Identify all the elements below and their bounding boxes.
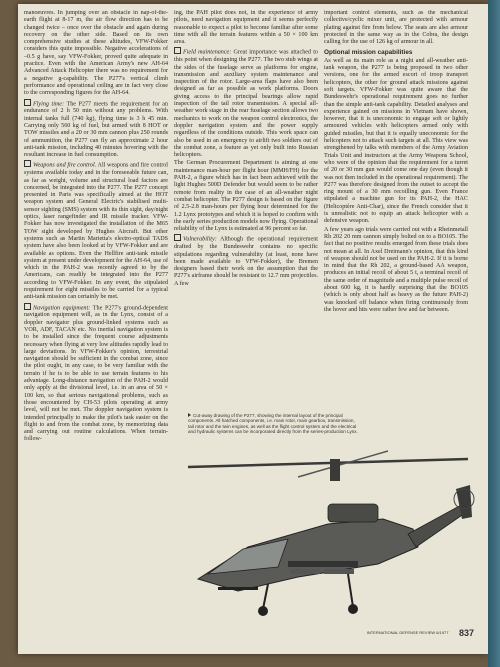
page-number: 837 <box>458 627 474 638</box>
paragraph-title: Weapons and fire control. <box>33 162 97 169</box>
triangle-marker-icon <box>188 413 191 417</box>
engine-housing <box>328 504 378 522</box>
main-rotor-blade <box>188 459 468 467</box>
paragraph <box>174 234 318 288</box>
paragraph: As well as its main role as a night and all-weather anti-tank weapon, the P277 is being proposed in two other versions, one for the armed escort of troop transport helicopters, the other for ground attack missions against soft targets. VFW-Fokker was quite aware that the Bundeswehr's operational requirement goes no further than the simple anti-tank capability. Detailed analyses and experience gained on missions in Vietnam have shown, however, that it is uneconomic to engage soft or lightly armoured vehicles with helicopters armed only with guided missiles, but that it is equally uneconomic for the helicopters not to attack such targets at all. This view was strengthened by talks with members of the Army Aviation Trials Unit and instructors at the Army Weapons School, who were of the opinion that the requirement for a turret of 20 or 30 mm gun would come one day (even though it was not then included in the operational requirement). The P277 was therefore designed from the outset to accept the ring mount of a 30 mm recoilling gun. Even France stipulated a machine gun for its PAH-2, the HAC (Helicoptère Anti-Char), since the French consider that it is unrealistic not to equip an attack helicopter with a defensive weapon. <box>324 57 468 225</box>
book-spine-edge <box>488 0 500 667</box>
paragraph-text: The P277's ground-dependent navigation equipment will, as in the Lynx, consist of a doppler navigator plus ground-linked systems such as VOR, ADF, TACAN etc. No inertial navigation system is to be installed since the frequent course adjustments necessary when flying at very low altitudes rapidly lead to large deviations. In VFW-Fokker's opinion, terrestrial navigation should be sufficient in the combat zone, since the pilot ought, in any case, to be very familiar with the terrain if he is to be able to use terrain features to his advantage. Long-distance navigation of the PAH-2 would only apply at the divisional level, i.e. in an area of 50 × 100 km, so that serious navigational problems, such as those encountered by CH-53 pilots operating at army level, will not be met. The doppler navigation system is intended principally to make the pilot's task easier on the flight to and from the combat zone, by memorizing data and carrying out routine calculations. When terrain-follow- <box>24 305 168 443</box>
text-column-3 <box>324 10 468 414</box>
paragraph <box>24 303 168 444</box>
paragraph: The German Procurement Department is aiming at one maintenance man-hour per flight hour (MMH/FH) for the PAH-2, a figure which has in fact been achieved with the light Hughes 500D Defender but would seem to be rather remote from reality in the case of an all-weather night combat helicopter. The P277 design is based on the figure of 2.5-2.8 man-hours per flying hour determined for the 1.2 Lynx prototypes and which it is hoped to confirm with the early series production models now flying. Operational reliability of the Lynx is estimated at 96 percent so far. <box>174 160 318 233</box>
paragraph: important control elements, such as the mechanical collective/cyclic mixer unit, are protected with armour plating against fire from below. The seats are also armour protected in the same way as in the Cobra, the design calling for the use of 126 kg of armour in all. <box>324 10 468 46</box>
paragraph-text: All weapons and fire control systems available today and in the foreseeable future can, as far as weight, volume and structural load factors are concerned, be integrated into the P277. The P277 concept presented in Paris was specifically aimed at the HOT weapon system and General Electric's stabilised multi-sensor sighting (SMS) system with its thin sight, day/night optics, laser rangefinder and IR missile tracker. VFW-Fokker has now investigated the installation of the M65 TOW sight developed by Hughes Aircraft. But other systems such as Martin Marietta's electro-optical TADS system have also been looked at by VFW-Fokker and are available as options. Even the Hellfire anti-tank missile system at present under development for the AH-64, use of which in the PAH-2 was recently agreed to by the Americans, can readily be integrated into the P277 according to VFW-Fokker. In any event, the stipulated requirement for eight missiles to be carried for a typical anti-tank mission can certainly be met. <box>24 162 168 301</box>
checkbox-bullet-icon <box>24 99 31 106</box>
section-heading: Optional mission capabilities <box>324 49 413 57</box>
paragraph-text: Although the operational requirement drafted by the Bundeswehr contains no specific stipulations regarding vulnerability (at least, none have been made available to VFW-Fokker), the Bremen designers based their work on the assumption that the P277's airframe should be resistant to 12.7 mm projectiles. A few <box>174 236 318 287</box>
checkbox-bullet-icon <box>24 303 31 310</box>
wheel <box>348 604 358 614</box>
issue-label: INTERNATIONAL DEFENSE REVIEW 6/1977 <box>366 630 449 636</box>
paragraph-title: Flying time: <box>33 101 65 108</box>
checkbox-bullet-icon <box>24 160 31 167</box>
rotor-mast <box>330 459 340 481</box>
missile-pod <box>324 569 354 574</box>
paragraph <box>174 47 318 159</box>
paragraph <box>24 99 168 160</box>
checkbox-bullet-icon <box>174 47 181 54</box>
tail-boom <box>408 504 468 547</box>
landing-gear <box>263 584 268 609</box>
figure-caption: Cut-away drawing of the P277, showing the internal layout of the principal components. All hatched components, i.e. main rotor, main gearbox, transmission, tail rotor and the twin engines, as well as the flight control system and the electrical and hydraulic systems can be incorporated directly from the series-production Lynx. <box>188 413 358 435</box>
paragraph-text: The P277 meets the requirement for an endurance of 2 h 50 min without any problems. With internal tanks full (740 kg), flying time is 3 h 45 min. Carrying only 560 kg of fuel, but armed with 8 HOT or TOW missiles and a 20 or 30 mm cannon plus 250 rounds of ammunition, the P277 can fly an approximate 2 hour anti-tank mission, including 40 minutes hovering with the resultant increase in fuel consumption. <box>24 101 168 159</box>
paragraph-title: Vulnerability: <box>183 236 217 243</box>
landing-gear <box>348 574 353 607</box>
magazine-page <box>18 4 488 654</box>
paragraph: ing, the PAH pilot does not, in the experience of army pilots, need navigation equipment and it seems perfectly reasonable to expect a pilot to become familiar after some time with all the terrain features within a 50 × 100 km area. <box>174 10 318 46</box>
text-column-1 <box>24 10 168 642</box>
paragraph-text: Great importance was attached to this point when designing the P277. The two stub wings at the sides of the fuselage serve as platforms for engine, transmission and auxiliary system maintenance and inspection of the rotor. Large-area flaps have also been designed as far as possible as work platforms. Doors giving access to the principal bearings allow rapid inspection of the tail rotor transmission. A special all-weather work stage in the rear fuselage section allows two mechanics to work on the weapon control electronics, the doppler navigation system and the power supply regardless of the conditions outside. This work space can also be used in an emergency to airlift two soldiers out of the combat zone, a feature as yet only built into Russian helicopters. <box>174 49 318 159</box>
paragraph-title: Field maintenance: <box>183 49 232 56</box>
helicopter-cutaway-illustration <box>178 429 478 629</box>
paragraph-title: Navigation equipment: <box>33 305 91 312</box>
missile-pod <box>290 569 320 574</box>
paragraph: A few years ago trials were carried out with a Rheinmetall Rh 202 20 mm cannon simply bolted on to a BO105. The fact that no positive results emerged from these trials does not mean at all. In Axel Dreimann's opinion, that this kind of weapon should not be used on the PAH-2. If it is borne in mind that the Rh 202, a ground-based AA weapon, produces an initial recoil of about 5 t, a terminal recoil of the same order of magnitude and a multiple pulse recoil of about 600 kg, it is hardly surprising that the BO105 (which is only about half as heavy as the future PAH-2) was knocked off balance when firing continuously from the hover and hits were rather few and far between. <box>324 226 468 313</box>
paragraph <box>24 160 168 301</box>
fuselage <box>198 519 418 591</box>
checkbox-bullet-icon <box>174 234 181 241</box>
stub-wing <box>288 561 358 567</box>
text-column-2 <box>174 10 318 410</box>
wheel <box>258 606 268 616</box>
page-footer <box>367 624 474 642</box>
paragraph: manoeuvres. In jumping over an obstacle in nap-of-the-earth flight at 8-17 m, the air flow direction has to be changed twice – once over the obstacle and again during recovery on the other side. Based on its own comprehensive studies at these altitudes, VFW-Fokker considers this quite impossible. Negative accelerations of –0.5 g have, say VFW-Fokker, proved quite adequate in practice. Even with the American Army's new AH-64 Advanced Attack Helicopter there was no requirement for a negative g-capability. The P277's vertical climb performance and operational ceiling are in fact very close to the corresponding figures for the AH-64. <box>24 10 168 97</box>
gun-barrel <box>218 587 258 590</box>
